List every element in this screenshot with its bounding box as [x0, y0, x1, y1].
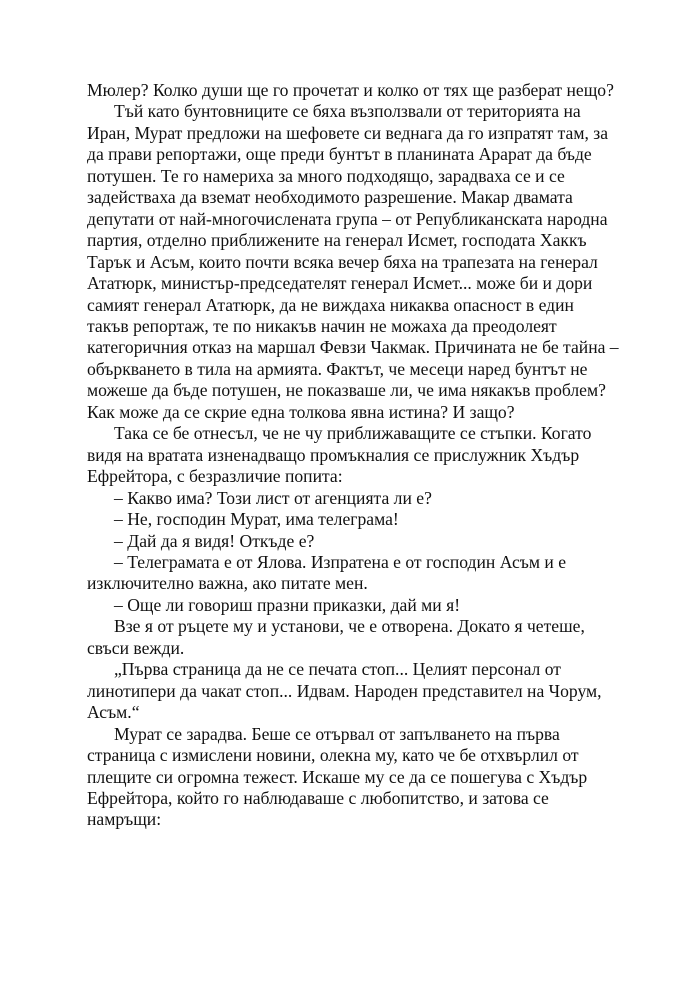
paragraph-4: Взе я от ръцете му и установи, че е отворена. Докато я четеше, свъси вежди. [87, 616, 585, 658]
dialogue-line-4: – Телеграмата е от Ялова. Изпратена е от господин Асъм и е изключително важна, ако питате мен. [87, 551, 567, 594]
paragraph-5: Мурат се зарадва. Беше се отървал от запълването на първа страница с измислени новини, олекна му, като че бе отхвърлил от плещите си огромна тежест. Искаше му се да се пошегува с Хъдър Ефрейтора, който го наблюдаваше с любопитство, и затова се намръщи: [87, 723, 588, 830]
paragraph-2: Тъй като бунтовниците се бяха възползвали от територията на Иран, Мурат предложи на шефовете си веднага да го изпратят там, за да прави репортажи, още преди бунтът в планината Арарат да бъде потушен. Те го намериха за много подходящо, зарадваха се и се задействаха да вземат необходимото разрешение. Макар двамата депутати от най-многочислената група – от Републиканската народна партия, отделно приближените на генерал Исмет, господата Хаккъ Тарък и Асъм, които почти всяка вечер бяха на трапезата на генерал Ататюрк, министър-председателят генерал Исмет... може би и дори самият генерал Ататюрк, да не виждаха никаква опасност в един такъв репортаж, те по никакъв начин не можаха да преодолеят категоричния отказ на маршал Февзи Чакмак. Причината не бе тайна – объркването в тила на армията. Фактът, че месеци наред бунтът не можеше да бъде потушен, не показваше ли, че има някакъв проблем? Как може да се скрие една толкова явна истина? И защо? [87, 101, 619, 422]
paragraph-1: Мюлер? Колко души ще го прочетат и колко от тях ще разберат нещо? [87, 80, 614, 100]
dialogue-line-3: – Дай да я видя! Откъде е? [114, 530, 315, 551]
telegram-quote: „Първа страница да не се печата стоп... Целият персонал от линотипери да чакат стоп... Идвам. Народен представител на Чорум, Асъм.“ [87, 659, 602, 723]
dialogue-line-1: – Какво има? Този лист от агенцията ли е? [114, 487, 432, 508]
paragraph-3: Така се бе отнесъл, че не чу приближаващите се стъпки. Когато видя на вратата изненадващо промъкналия се прислужник Хъдър Ефрейтора, с безразличие попита: [87, 423, 592, 487]
dialogue-line-5: – Още ли говориш празни приказки, дай ми я! [114, 594, 461, 615]
dialogue-line-2: – Не, господин Мурат, има телеграма! [114, 509, 399, 530]
document-page [87, 80, 619, 831]
